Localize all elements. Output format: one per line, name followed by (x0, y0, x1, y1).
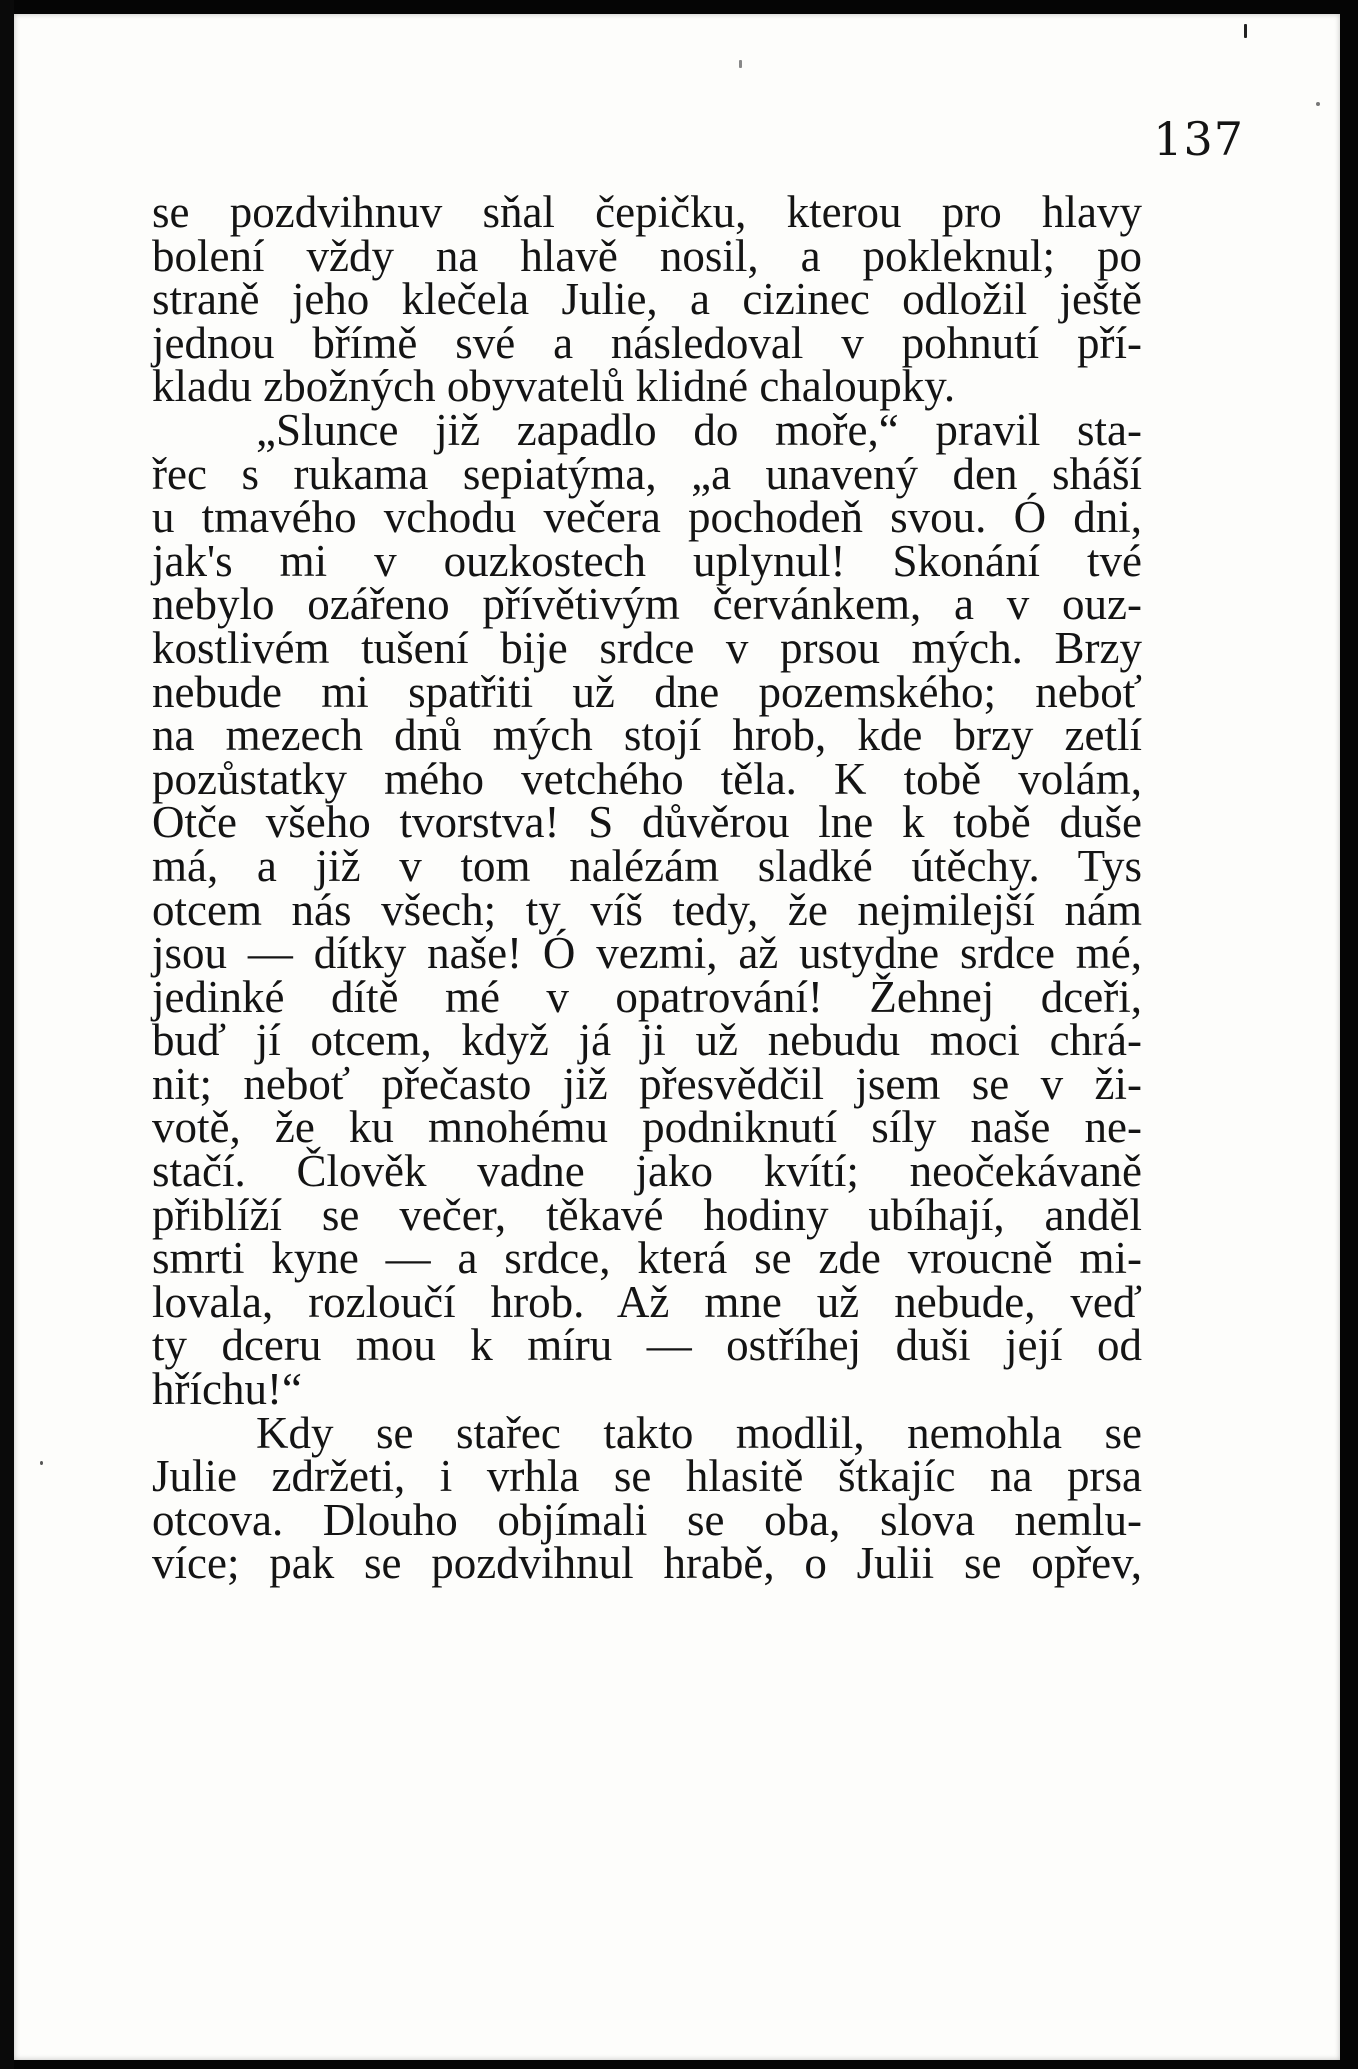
text-line: kostlivém tušení bije srdce v prsou mých. Brzy (152, 622, 1142, 673)
text-line: otcem nás všech; ty víš tedy, že nejmilejší nám (152, 884, 1142, 935)
paper-speck (1244, 24, 1247, 38)
book-page (14, 14, 1340, 2060)
page-body-text (152, 187, 1142, 1589)
text-line: kladu zbožných obyvatelů klidné chaloupky. (152, 361, 956, 412)
text-line: stačí. Člověk vadne jako kvítí; neočekávaně (152, 1146, 1142, 1197)
text-line: více; pak se pozdvihnul hrabě, o Julii se opřev, (152, 1538, 1142, 1589)
text-line: řec s rukama sepiatýma, „a unavený den sháší (152, 448, 1142, 499)
text-line: Kdy se stařec takto modlil, nemohla se (256, 1407, 1142, 1458)
paper-speck (739, 60, 742, 68)
text-line: jak's mi v ouzkostech uplynul! Skonání tvé (152, 535, 1142, 586)
text-line: bolení vždy na hlavě nosil, a pokleknul; po (152, 230, 1142, 281)
text-line: pozůstatky mého vetchého těla. K tobě volám, (152, 753, 1142, 804)
text-line: na mezech dnů mých stojí hrob, kde brzy zetlí (152, 710, 1142, 761)
text-line: jednou břímě své a následoval v pohnutí pří- (152, 317, 1142, 368)
paper-speck (1316, 102, 1320, 106)
text-line: hříchu!“ (152, 1364, 302, 1415)
text-line: nebylo ozářeno přívětivým červánkem, a v ouz- (152, 579, 1142, 630)
text-line: straně jeho klečela Julie, a cizinec odložil ještě (152, 274, 1142, 325)
text-line: „Slunce již zapadlo do moře,“ pravil sta- (256, 404, 1142, 455)
page-number: 137 (1153, 112, 1244, 166)
text-line: jsou — dítky naše! Ó vezmi, až ustydne srdce mé, (152, 928, 1142, 979)
text-line: jedinké dítě mé v opatrování! Žehnej dceři, (152, 971, 1142, 1022)
text-line: má, a již v tom nalézám sladké útěchy. Tys (152, 840, 1142, 891)
text-line: u tmavého vchodu večera pochodeň svou. Ó dni, (152, 492, 1142, 543)
text-line: se pozdvihnuv sňal čepičku, kterou pro hlavy (152, 187, 1142, 237)
text-line: přiblíží se večer, těkavé hodiny ubíhají, anděl (152, 1189, 1142, 1240)
text-line: votě, že ku mnohému podniknutí síly naše ne- (152, 1102, 1142, 1153)
text-line: smrti kyne — a srdce, která se zde vroucně mi- (152, 1233, 1142, 1284)
book-spine-edge (0, 0, 14, 2069)
text-line: lovala, rozloučí hrob. Až mne už nebude, veď (152, 1276, 1142, 1327)
text-line: Julie zdržeti, i vrhla se hlasitě štkajíc na prsa (152, 1451, 1142, 1502)
text-line: ty dceru mou k míru — ostříhej duši její od (152, 1320, 1142, 1371)
text-line: Otče všeho tvorstva! S důvěrou lne k tobě duše (152, 797, 1142, 848)
text-line: buď jí otcem, když já ji už nebudu moci chrá- (152, 1015, 1142, 1066)
text-line: nit; neboť přečasto již přesvědčil jsem se v ži- (152, 1058, 1142, 1109)
text-line: nebude mi spatřiti už dne pozemského; neboť (152, 666, 1142, 717)
text-line: otcova. Dlouho objímali se oba, slova nemlu- (152, 1494, 1142, 1545)
paper-speck (40, 1461, 43, 1465)
